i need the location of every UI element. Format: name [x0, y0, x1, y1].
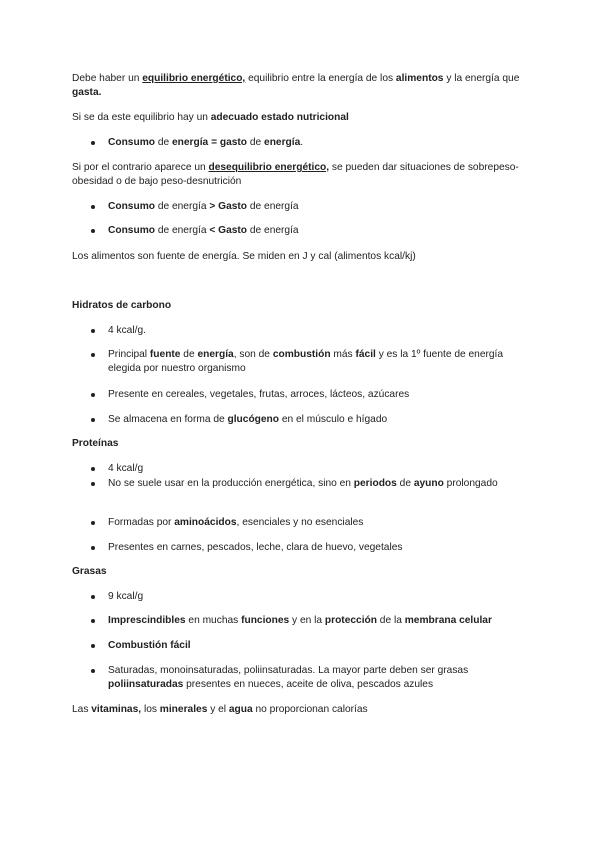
final-paragraph: Las vitaminas, los minerales y el agua no proporcionan calorías: [72, 704, 368, 715]
heading-grasas: Grasas: [72, 566, 107, 577]
list-item: Combustión fácil: [108, 639, 528, 653]
list-item: Formadas por aminoácidos, esenciales y no esenciales: [108, 516, 528, 530]
list-item: Imprescindibles en muchas funciones y en la protección de la membrana celular: [108, 614, 528, 628]
list-item: Presentes en carnes, pescados, leche, clara de huevo, vegetales: [108, 541, 528, 555]
intro-paragraph-1: Debe haber un equilibrio energético, equilibrio entre la energía de los alimentos y la energía que gasta.: [72, 73, 520, 98]
intro-paragraph-4: Los alimentos son fuente de energía. Se miden en J y cal (alimentos kcal/kj): [72, 251, 416, 262]
heading-hidratos: Hidratos de carbono: [72, 300, 172, 311]
list-item: Consumo de energía > Gasto de energía: [108, 200, 528, 214]
heading-proteinas: Proteínas: [72, 438, 119, 449]
list-item: Consumo de energía < Gasto de energía: [108, 224, 528, 238]
list-item: Principal fuente de energía, son de combustión más fácil y es la 1º fuente de energía elegida por nuestro organismo: [108, 348, 528, 376]
list-item: No se suele usar en la producción energética, sino en periodos de ayuno prolongado: [108, 477, 528, 491]
list-item: Saturadas, monoinsaturadas, poliinsaturadas. La mayor parte deben ser grasas poliinsaturadas presentes en nueces, aceite de oliva, pescados azules: [108, 664, 528, 692]
list-item: 4 kcal/g.: [108, 324, 528, 338]
intro-paragraph-3: Si por el contrario aparece un desequilibrio energético, se pueden dar situaciones de sobrepeso-obesidad o de bajo peso-desnutrición: [72, 162, 519, 187]
intro-paragraph-2: Si se da este equilibrio hay un adecuado estado nutricional: [72, 112, 349, 123]
list-item: Se almacena en forma de glucógeno en el músculo e hígado: [108, 413, 528, 427]
list-item: 4 kcal/g: [108, 462, 528, 476]
list-item: Presente en cereales, vegetales, frutas, arroces, lácteos, azúcares: [108, 388, 528, 402]
list-item: Consumo de energía = gasto de energía.: [108, 136, 528, 150]
list-item: 9 kcal/g: [108, 590, 528, 604]
